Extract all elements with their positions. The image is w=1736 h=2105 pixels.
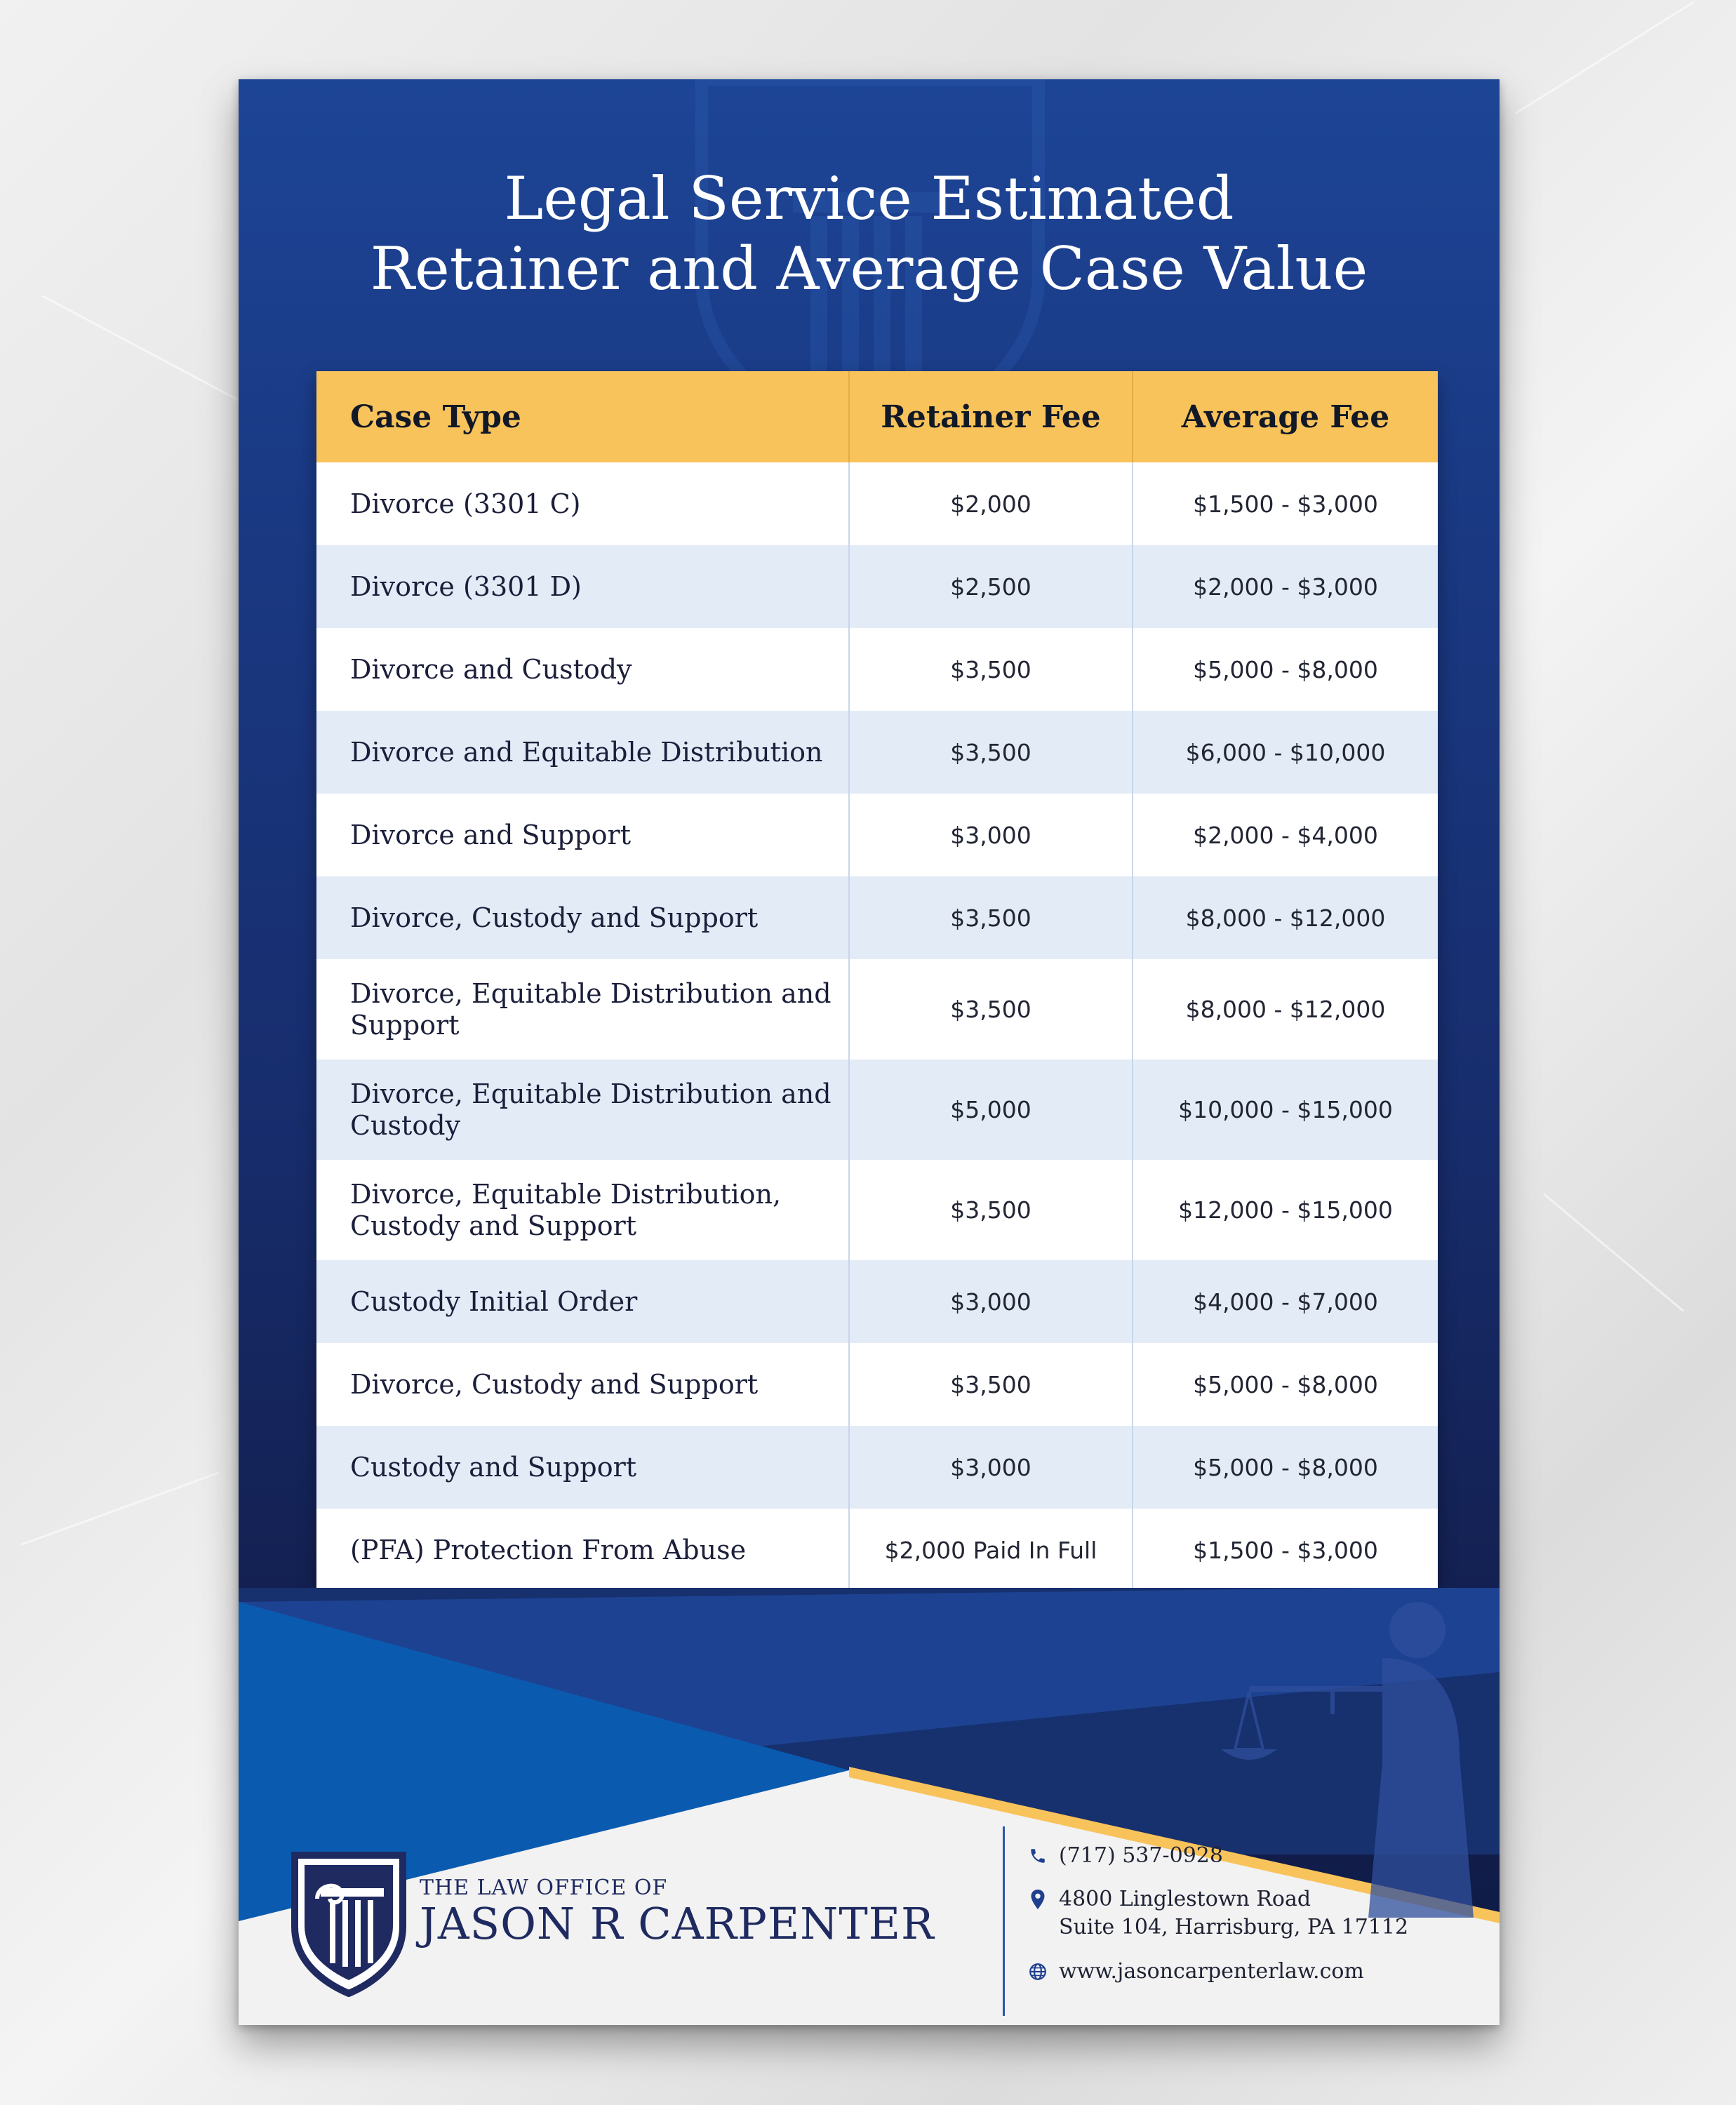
logo-name: JASON R CARPENTER: [420, 1898, 935, 1949]
average-fee-cell: $1,500 - $3,000: [1132, 462, 1438, 545]
address-line-1: 4800 Linglestown Road: [1059, 1887, 1311, 1911]
retainer-fee-cell: $3,500: [848, 1160, 1132, 1260]
table-row: [316, 1160, 1438, 1260]
average-fee-cell: $1,500 - $3,000: [1132, 1509, 1438, 1591]
contact-website: [1024, 1958, 1364, 1986]
table-row: [316, 1426, 1438, 1509]
contact-divider: [1003, 1826, 1005, 2016]
retainer-fee-cell: $3,000: [848, 794, 1132, 876]
average-fee-cell: $4,000 - $7,000: [1132, 1260, 1438, 1343]
table-header-row: [316, 371, 1438, 462]
location-pin-icon: [1024, 1885, 1052, 1913]
retainer-fee-cell: $5,000: [848, 1060, 1132, 1160]
average-fee-cell: $8,000 - $12,000: [1132, 959, 1438, 1060]
average-fee-cell: $8,000 - $12,000: [1132, 876, 1438, 959]
contact-address: [1024, 1885, 1408, 1942]
header-case-type: Case Type: [350, 399, 521, 435]
retainer-fee-cell: $3,000: [848, 1260, 1132, 1343]
title-line-1: Legal Service Estimated: [504, 164, 1234, 233]
retainer-fee-cell: $3,500: [848, 959, 1132, 1060]
retainer-fee-cell: $3,500: [848, 876, 1132, 959]
case-type-cell: Divorce and Support: [350, 819, 631, 850]
table-row: [316, 794, 1438, 876]
case-type-cell: Custody Initial Order: [350, 1285, 638, 1317]
table-row: [316, 876, 1438, 959]
table-row: [316, 1509, 1438, 1591]
retainer-fee-cell: $3,500: [848, 628, 1132, 711]
table-row: [316, 1343, 1438, 1426]
table-row: [316, 1260, 1438, 1343]
retainer-fee-cell: $3,000: [848, 1426, 1132, 1509]
case-type-cell: Custody and Support: [350, 1451, 637, 1483]
case-type-cell: Divorce, Equitable Distribution and Custody: [350, 1078, 832, 1141]
phone-number[interactable]: (717) 537-0928: [1059, 1843, 1223, 1868]
case-type-cell: Divorce, Equitable Distribution, Custody and Support: [350, 1178, 782, 1241]
table-row: [316, 545, 1438, 628]
header-average-fee: Average Fee: [1132, 371, 1438, 462]
retainer-fee-cell: $2,000: [848, 462, 1132, 545]
average-fee-cell: $2,000 - $3,000: [1132, 545, 1438, 628]
retainer-fee-cell: $2,500: [848, 545, 1132, 628]
case-type-cell: Divorce (3301 C): [350, 488, 581, 519]
header-retainer-fee: Retainer Fee: [848, 371, 1132, 462]
average-fee-cell: $5,000 - $8,000: [1132, 1426, 1438, 1509]
retainer-fee-cell: $3,500: [848, 1343, 1132, 1426]
title-line-2: Retainer and Average Case Value: [370, 234, 1368, 303]
case-type-cell: Divorce, Custody and Support: [350, 1368, 759, 1400]
table-row: [316, 959, 1438, 1060]
law-office-shield-logo-icon: [289, 1850, 408, 1997]
average-fee-cell: $2,000 - $4,000: [1132, 794, 1438, 876]
logo-subtitle: THE LAW OFFICE OF: [420, 1876, 668, 1900]
case-type-cell: Divorce (3301 D): [350, 570, 582, 602]
average-fee-cell: $5,000 - $8,000: [1132, 1343, 1438, 1426]
table-row: [316, 1060, 1438, 1160]
average-fee-cell: $6,000 - $10,000: [1132, 711, 1438, 794]
case-type-cell: Divorce, Equitable Distribution and Support: [350, 977, 832, 1041]
case-type-cell: Divorce, Custody and Support: [350, 902, 759, 933]
marble-vein: [1543, 1193, 1684, 1311]
lady-justice-icon: [1207, 1581, 1500, 1932]
average-fee-cell: $5,000 - $8,000: [1132, 628, 1438, 711]
table-row: [316, 462, 1438, 545]
poster: [239, 79, 1500, 2025]
average-fee-cell: $12,000 - $15,000: [1132, 1160, 1438, 1260]
marble-vein: [20, 1471, 219, 1545]
table-row: [316, 628, 1438, 711]
case-type-cell: Divorce and Equitable Distribution: [350, 736, 823, 768]
case-type-cell: Divorce and Custody: [350, 653, 632, 685]
website-link[interactable]: www.jasoncarpenterlaw.com: [1059, 1959, 1364, 1984]
case-type-cell: (PFA) Protection From Abuse: [350, 1534, 747, 1565]
retainer-fee-cell: $2,000 Paid In Full: [848, 1509, 1132, 1591]
fee-table: [316, 371, 1438, 1591]
table-body: [316, 462, 1438, 1591]
average-fee-cell: $10,000 - $15,000: [1132, 1060, 1438, 1160]
retainer-fee-cell: $3,500: [848, 711, 1132, 794]
globe-icon: [1024, 1958, 1052, 1986]
phone-icon: [1024, 1842, 1052, 1870]
marble-vein: [1515, 1, 1695, 114]
address-line-2: Suite 104, Harrisburg, PA 17112: [1059, 1915, 1409, 1939]
table-row: [316, 711, 1438, 794]
contact-phone: [1024, 1842, 1223, 1870]
